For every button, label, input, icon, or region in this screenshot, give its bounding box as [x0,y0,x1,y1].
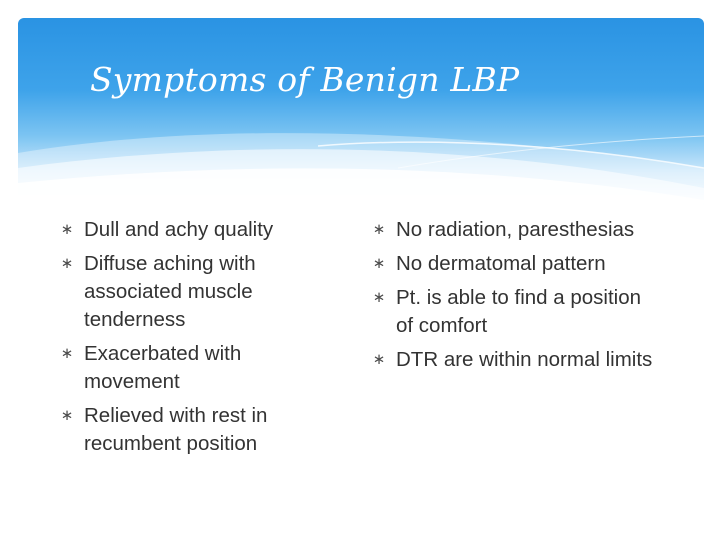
asterisk-icon: ∗ [60,407,74,424]
bullet-text: No radiation, paresthesias [396,218,635,241]
list-item [58,340,320,396]
list-item [370,284,660,340]
list-item [370,250,660,278]
bullet-text: Dull and achy quality [84,218,274,241]
left-bullet-list [58,216,320,464]
asterisk-icon: ∗ [372,289,386,306]
list-item [58,216,320,244]
asterisk-icon: ∗ [60,345,74,362]
title-banner [18,18,704,208]
bullet-text: Relieved with rest in recumbent position [84,404,268,455]
banner-swoosh-decoration [18,18,704,208]
bullet-text: Diffuse aching with associated muscle tenderness [84,252,256,331]
bullet-text: DTR are within normal limits [396,348,653,371]
asterisk-icon: ∗ [372,351,386,368]
right-bullet-list [370,216,660,380]
list-item [370,216,660,244]
asterisk-icon: ∗ [60,221,74,238]
bullet-text: No dermatomal pattern [396,252,606,275]
asterisk-icon: ∗ [60,255,74,272]
list-item [58,402,320,458]
slide-title: Symptoms of Benign LBP [90,60,520,99]
asterisk-icon: ∗ [372,221,386,238]
bullet-text: Exacerbated with movement [84,342,242,393]
list-item [370,346,660,374]
bullet-text: Pt. is able to find a position of comfort [396,286,642,337]
list-item [58,250,320,334]
asterisk-icon: ∗ [372,255,386,272]
